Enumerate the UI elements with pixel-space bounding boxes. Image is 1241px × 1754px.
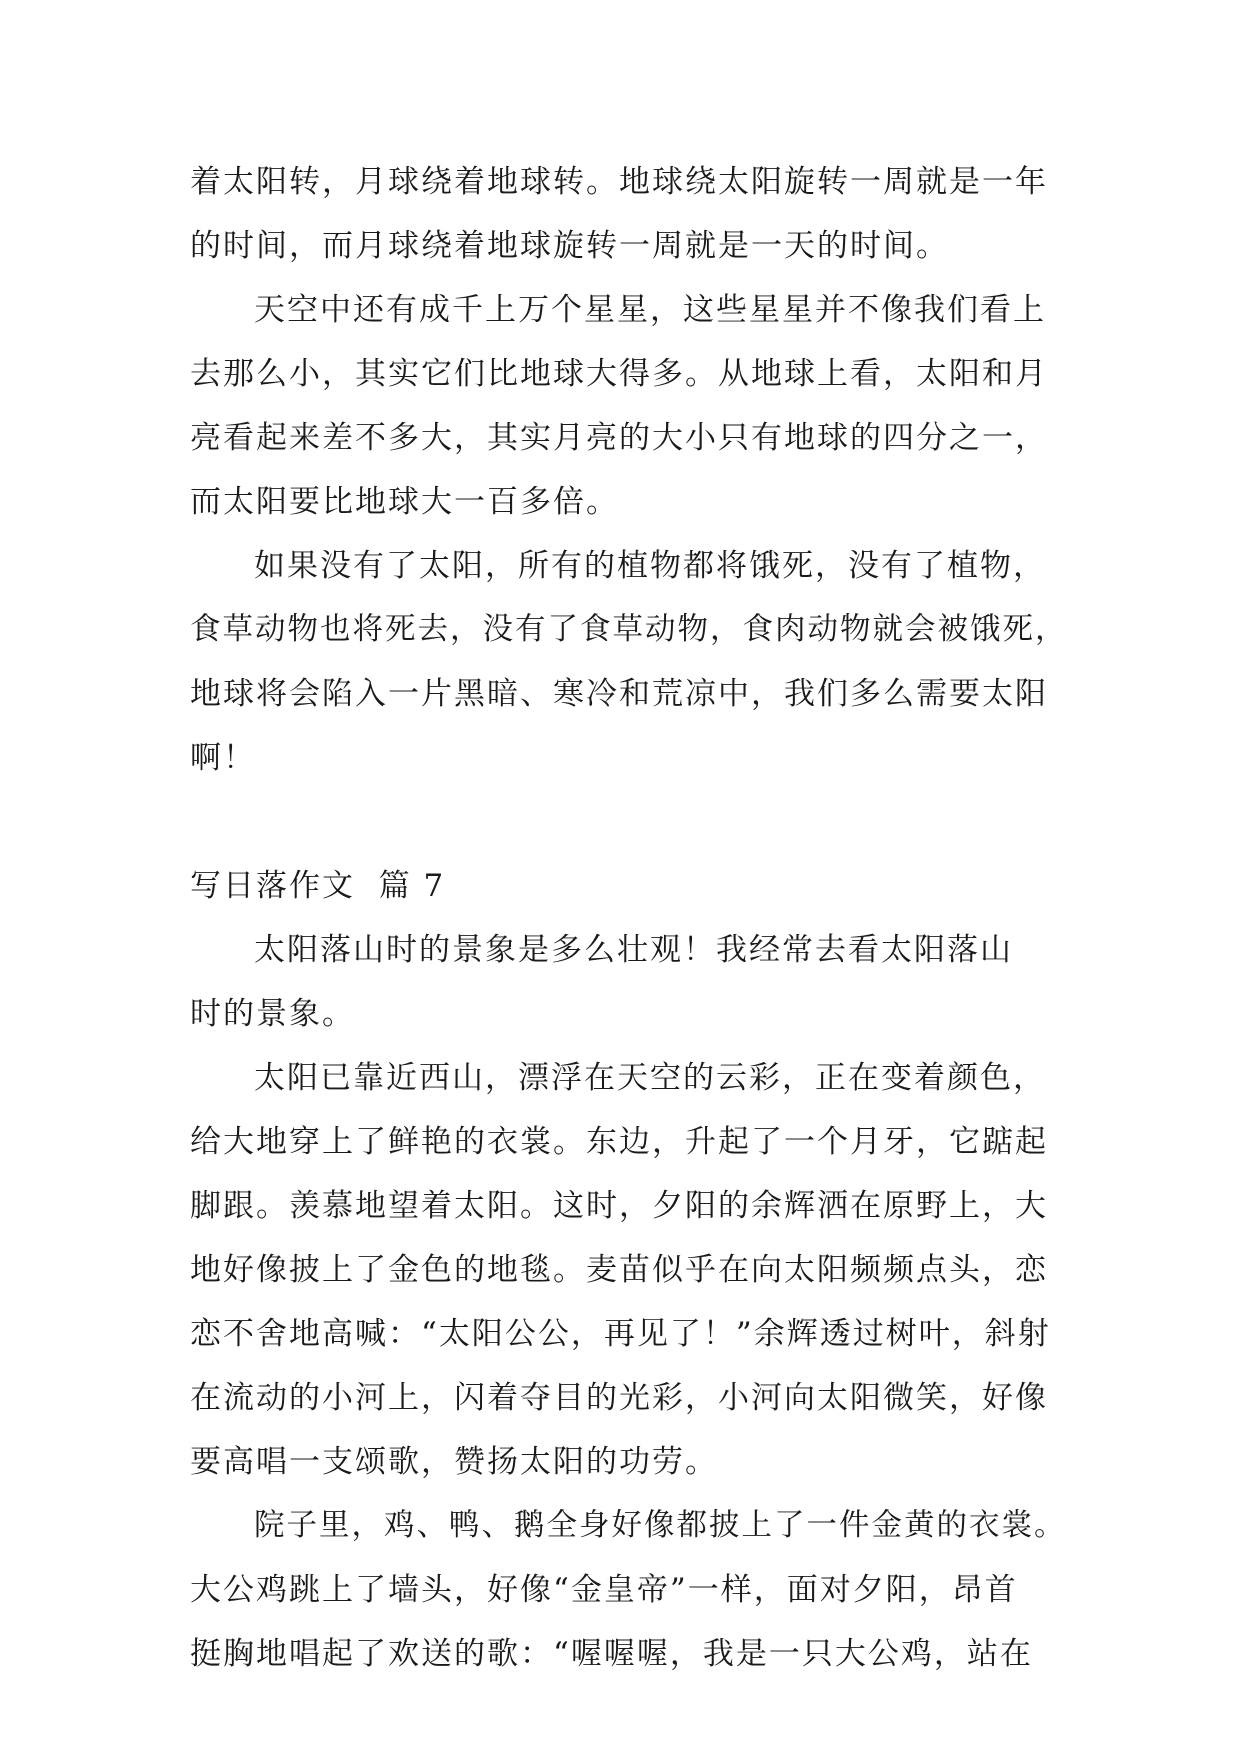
text-line: 要高唱一支颂歌，赞扬太阳的功劳。 — [190, 1444, 718, 1480]
text-line: 去那么小，其实它们比地球大得多。从地球上看，太阳和月 — [190, 356, 1048, 392]
text-line: 的时间，而月球绕着地球旋转一周就是一天的时间。 — [190, 228, 949, 264]
text-line: 院子里，鸡、鸭、鹅全身好像都披上了一件金黄的衣裳。 — [254, 1508, 1067, 1543]
text-line: 地好像披上了金色的地毯。麦苗似乎在向太阳频频点头，恋 — [190, 1252, 1048, 1288]
section-heading: 写日落作文 篇 7 — [190, 868, 446, 904]
text-line: 恋不舍地高喊：“太阳公公，再见了！”余辉透过树叶，斜射 — [190, 1316, 1051, 1352]
text-line: 太阳已靠近西山，漂浮在天空的云彩，正在变着颜色， — [254, 1060, 1046, 1096]
text-line: 天空中还有成千上万个星星，这些星星并不像我们看上 — [254, 292, 1046, 328]
text-line: 时的景象。 — [190, 996, 355, 1032]
text-line: 食草动物也将死去，没有了食草动物，食肉动物就会被饿死， — [190, 612, 1068, 647]
paragraph — [190, 918, 1070, 1046]
text-line: 在流动的小河上，闪着夺目的光彩，小河向太阳微笑，好像 — [190, 1380, 1048, 1416]
text-line: 脚跟。羡慕地望着太阳。这时，夕阳的余辉洒在原野上，大 — [190, 1188, 1048, 1224]
paragraph — [190, 278, 1070, 534]
paragraph — [190, 1046, 1070, 1494]
text-line: 而太阳要比地球大一百多倍。 — [190, 484, 619, 520]
paragraph — [190, 534, 1070, 790]
document-page — [190, 150, 1070, 1686]
text-line: 挺胸地唱起了欢送的歌：“喔喔喔，我是一只大公鸡，站在 — [190, 1636, 1033, 1672]
section-spacer — [190, 790, 1070, 854]
text-line: 啊！ — [190, 740, 256, 776]
text-line: 太阳落山时的景象是多么壮观！我经常去看太阳落山 — [254, 932, 1013, 968]
text-line: 地球将会陷入一片黑暗、寒冷和荒凉中，我们多么需要太阳 — [190, 676, 1048, 712]
text-line: 如果没有了太阳，所有的植物都将饿死，没有了植物， — [254, 548, 1046, 584]
text-line: 亮看起来差不多大，其实月亮的大小只有地球的四分之一， — [190, 420, 1048, 456]
paragraph — [190, 150, 1070, 278]
text-line: 大公鸡跳上了墙头，好像“金皇帝”一样，面对夕阳，昂首 — [190, 1572, 1018, 1608]
paragraph — [190, 1494, 1070, 1686]
text-line: 给大地穿上了鲜艳的衣裳。东边，升起了一个月牙，它踮起 — [190, 1124, 1048, 1160]
text-line: 着太阳转，月球绕着地球转。地球绕太阳旋转一周就是一年 — [190, 164, 1048, 200]
